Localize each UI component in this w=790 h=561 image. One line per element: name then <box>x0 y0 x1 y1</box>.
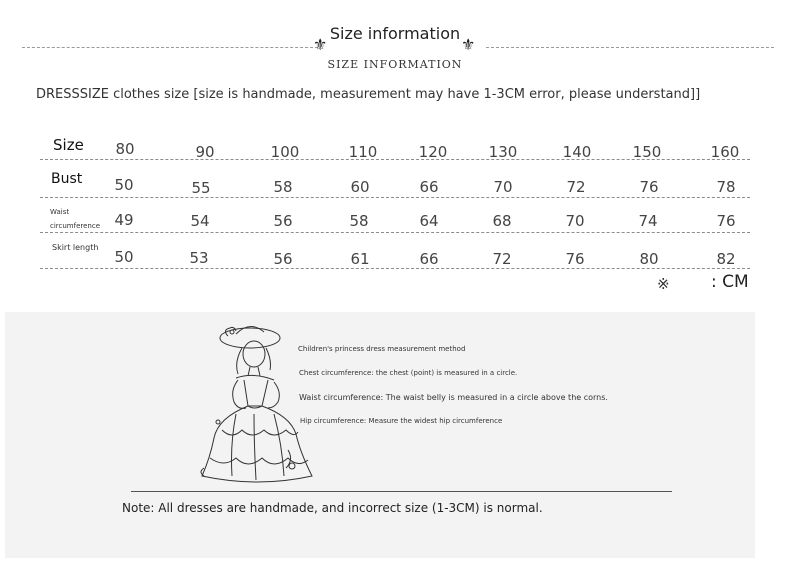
fleur-de-lis-icon: ⚜ <box>313 35 328 54</box>
table-cell: 130 <box>488 143 518 161</box>
table-cell: 68 <box>492 212 512 230</box>
guide-hip: Hip circumference: Measure the widest hip circumference <box>300 417 503 425</box>
table-cell: 140 <box>562 143 592 161</box>
table-cell: 80 <box>639 250 659 268</box>
table-cell: 56 <box>273 212 293 230</box>
fleur-de-lis-icon: ⚜ <box>461 35 476 54</box>
guide-heading: Children's princess dress measurement method <box>298 345 466 353</box>
table-cell: 50 <box>114 176 134 194</box>
table-cell: 100 <box>270 143 300 161</box>
table-cell: 56 <box>273 250 293 268</box>
table-cell: 66 <box>419 178 439 196</box>
table-cell: 53 <box>189 249 209 267</box>
table-cell: 160 <box>710 143 740 161</box>
header-divider-left <box>22 47 318 48</box>
table-cell: 54 <box>190 212 210 230</box>
table-cell: 76 <box>565 250 585 268</box>
table-cell: 76 <box>716 212 736 230</box>
table-cell: 70 <box>493 178 513 196</box>
table-cell: 76 <box>639 178 659 196</box>
table-cell: 60 <box>350 178 370 196</box>
table-row-divider <box>40 232 750 233</box>
table-cell: 78 <box>716 178 736 196</box>
guide-chest: Chest circumference: the chest (point) is measured in a circle. <box>299 369 518 377</box>
table-cell: 64 <box>419 212 439 230</box>
table-row-divider <box>40 268 750 269</box>
table-cell: 61 <box>350 250 370 268</box>
table-cell: 110 <box>348 143 378 161</box>
size-description: DRESSSIZE clothes size [size is handmade, measurement may have 1-3CM error, please understand]] <box>36 87 701 102</box>
handmade-note: Note: All dresses are handmade, and incorrect size (1-3CM) is normal. <box>122 501 543 515</box>
table-cell: 49 <box>114 211 134 229</box>
page-title: Size information <box>329 24 461 43</box>
guide-waist: Waist circumference: The waist belly is measured in a circle above the corns. <box>299 393 608 402</box>
note-divider <box>131 491 672 492</box>
table-cell: 50 <box>114 248 134 266</box>
row-label-waist: Waist circumference <box>50 208 101 230</box>
table-cell: 58 <box>349 212 369 230</box>
table-cell: 66 <box>419 250 439 268</box>
table-cell: 80 <box>115 140 135 158</box>
page-subtitle: SIZE INFORMATION <box>327 58 463 71</box>
princess-dress-illustration <box>188 318 328 488</box>
table-cell: 58 <box>273 178 293 196</box>
table-cell: 70 <box>565 212 585 230</box>
row-label-skirt-length: Skirt length <box>52 243 99 252</box>
row-label-size: Size <box>53 136 84 154</box>
table-row-divider <box>40 159 750 160</box>
unit-label: : CM <box>711 272 749 292</box>
unit-reference-mark: ※ <box>657 275 670 293</box>
header-divider-right <box>486 47 774 48</box>
table-row-divider <box>40 197 750 198</box>
table-cell: 120 <box>418 143 448 161</box>
table-cell: 72 <box>566 178 586 196</box>
row-label-bust: Bust <box>51 171 83 187</box>
table-cell: 72 <box>492 250 512 268</box>
table-cell: 82 <box>716 250 736 268</box>
table-cell: 74 <box>638 212 658 230</box>
table-cell: 90 <box>195 143 215 161</box>
table-cell: 55 <box>191 179 211 197</box>
table-cell: 150 <box>632 143 662 161</box>
